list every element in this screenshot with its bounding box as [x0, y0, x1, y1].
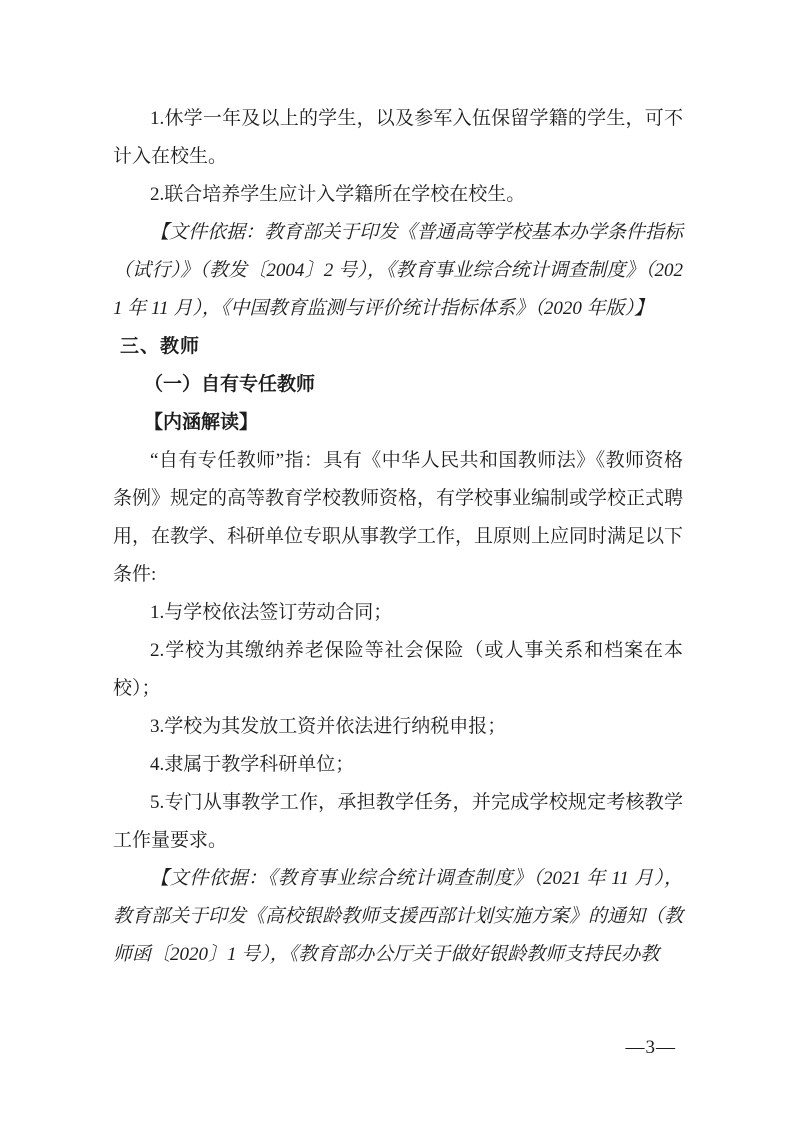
label-heading: 【内涵解读】 — [144, 412, 259, 433]
page-number: —3— — [625, 1037, 676, 1058]
paragraph: 2.联合培养学生应计入学籍所在学校在校生。 — [150, 184, 526, 205]
paragraph: 2.学校为其缴纳养老保险等社会保险（或人事关系和档案在本校）； — [113, 640, 683, 699]
paragraph: “自有专任教师”指：具有《中华人民共和国教师法》《教师资格条例》规定的高等教育学校教师资格，有学校事业编制或学校正式聘用，在教学、科研单位专职从事教学工作，且原则上应同时满足以下条件: — [113, 450, 684, 585]
section-heading: 三、教师 — [120, 336, 201, 357]
paragraph: 5.专门从事教学工作，承担教学任务，并完成学校规定考核教学工作量要求。 — [113, 792, 683, 851]
paragraph: 3.学校为其发放工资并依法进行纳税申报； — [150, 716, 507, 737]
file-basis-paragraph: 【文件依据：《教育事业综合统计调查制度》（2021 年 11 月），教育部关于印发《高校银龄教师支援西部计划实施方案》的通知（教师函〔2020〕1 号），《教育部办公厅关于做好银龄教师支持民办教 — [113, 868, 684, 965]
subsection-heading: （一）自有专任教师 — [144, 374, 316, 395]
file-basis-paragraph: 【文件依据：教育部关于印发《普通高等学校基本办学条件指标（试行）》（教发〔2004〕2 号），《教育事业综合统计调查制度》（2021 年 11 月），《中国教育监测与评价统计指标体系》（2020 年版）】 — [113, 222, 683, 319]
paragraph: 1.休学一年及以上的学生，以及参军入伍保留学籍的学生，可不计入在校生。 — [113, 108, 683, 167]
paragraph: 1.与学校依法签订劳动合同； — [150, 602, 393, 623]
paragraph: 4.隶属于教学科研单位； — [150, 754, 355, 775]
document-body — [113, 100, 683, 974]
